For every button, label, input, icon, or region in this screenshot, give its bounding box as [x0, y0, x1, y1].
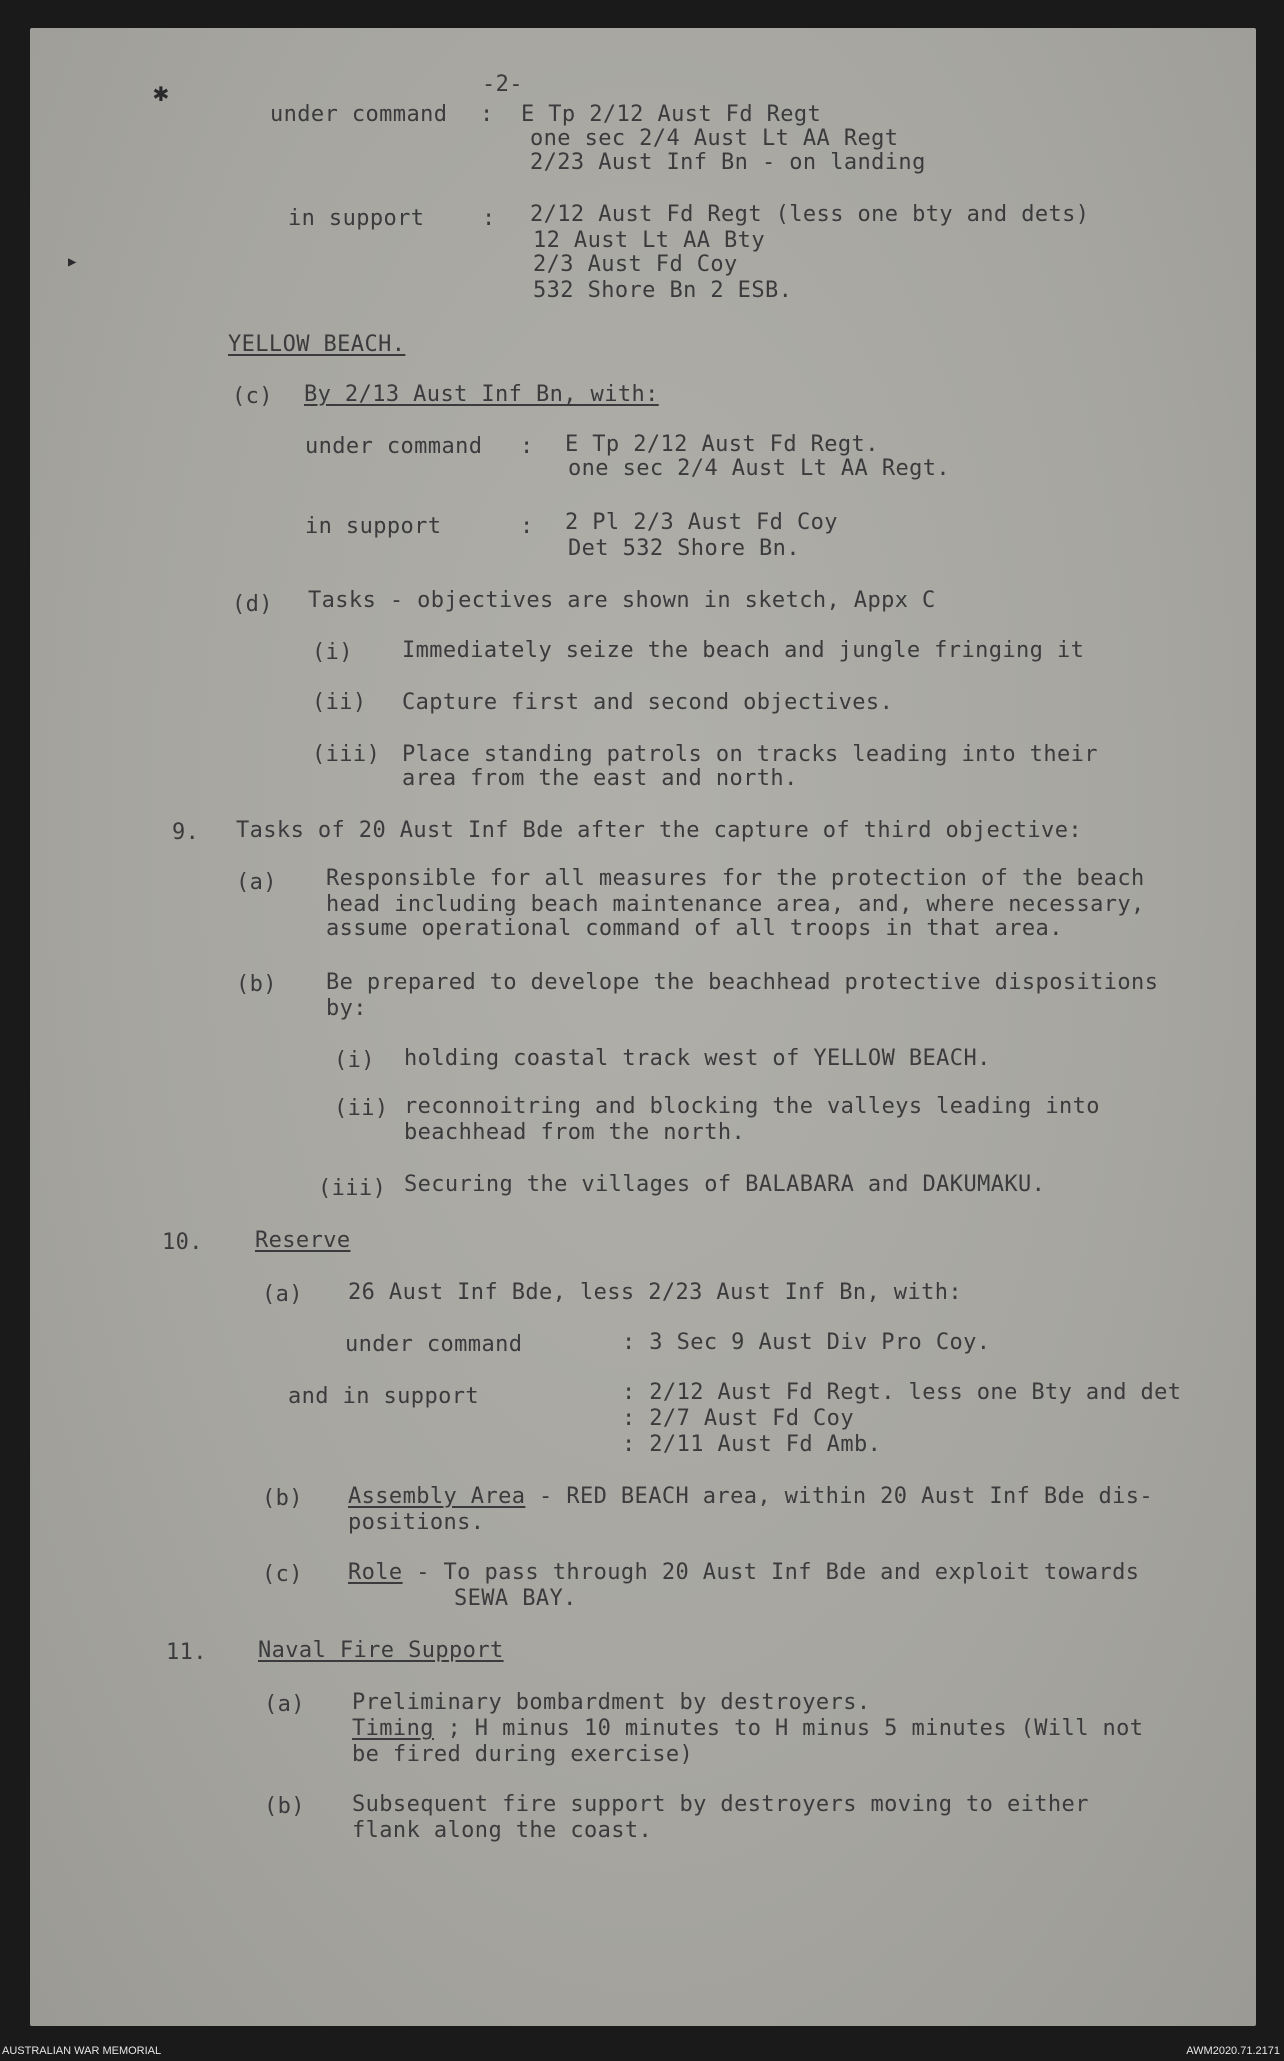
under-command-label: under command — [345, 1332, 523, 1357]
task-number: (i) — [312, 640, 353, 665]
in-support-line: : 2/7 Aust Fd Coy — [622, 1406, 854, 1431]
task-text: Place standing patrols on tracks leading into their — [402, 742, 1098, 767]
in-support-line: 2 Pl 2/3 Aust Fd Coy — [565, 510, 838, 535]
in-support-line: 12 Aust Lt AA Bty — [533, 228, 765, 253]
under-command-line: E Tp 2/12 Aust Fd Regt. — [565, 432, 879, 457]
timing-text: ; H minus 10 minutes to H minus 5 minutes (Will not — [433, 1716, 1144, 1741]
item-number: (ii) — [334, 1096, 389, 1121]
para-number: 9. — [172, 820, 200, 845]
item-number: (i) — [334, 1048, 375, 1073]
para-label: (d) — [232, 592, 273, 617]
task-text: Immediately seize the beach and jungle fringing it — [402, 638, 1085, 663]
para-text — [348, 1560, 1139, 1585]
under-command-label: under command — [270, 102, 448, 127]
item-text: holding coastal track west of YELLOW BEACH. — [404, 1046, 991, 1071]
para-text-rest: - To pass through 20 Aust Inf Bde and exploit towards — [402, 1560, 1140, 1585]
task-number: (iii) — [312, 742, 381, 767]
under-command-label: under command — [305, 434, 483, 459]
task-number: (ii) — [312, 690, 367, 715]
para-line: be fired during exercise) — [352, 1742, 694, 1767]
para-line: positions. — [348, 1510, 485, 1535]
under-command-line: one sec 2/4 Aust Lt AA Regt — [530, 126, 899, 151]
para-label: (a) — [262, 1282, 303, 1307]
item-number: (iii) — [318, 1176, 387, 1201]
in-support-line: 2/12 Aust Fd Regt (less one bty and dets) — [530, 202, 1090, 227]
page-number: -2- — [482, 72, 523, 97]
in-support-line: Det 532 Shore Bn. — [568, 536, 800, 561]
para-text-rest: - RED BEACH area, within 20 Aust Inf Bde dis- — [525, 1484, 1154, 1509]
footer-reference: AWM2020.71.2171 — [1186, 2045, 1280, 2057]
in-support-label: and in support — [288, 1384, 480, 1409]
para-text — [348, 1484, 1153, 1509]
in-support-line: 532 Shore Bn 2 ESB. — [533, 278, 793, 303]
para-line: by: — [326, 996, 367, 1021]
para-title: Assembly Area — [348, 1484, 526, 1509]
para-label: (a) — [236, 870, 277, 895]
para-text: By 2/13 Aust Inf Bn, with: — [304, 382, 659, 407]
footer-credit: AUSTRALIAN WAR MEMORIAL — [2, 2045, 162, 2057]
para-text: Tasks - objectives are shown in sketch, Appx C — [308, 588, 936, 613]
para-text: 26 Aust Inf Bde, less 2/23 Aust Inf Bn, with: — [348, 1280, 963, 1305]
arrow-mark: ▶ — [68, 254, 77, 270]
para-label: (c) — [262, 1562, 303, 1587]
para-line: Responsible for all measures for the protection of the beach — [326, 866, 1145, 891]
para-label: (a) — [264, 1692, 305, 1717]
in-support-label: in support — [305, 514, 442, 539]
task-text: Capture first and second objectives. — [402, 690, 894, 715]
colon: : — [520, 514, 534, 539]
para-text: Tasks of 20 Aust Inf Bde after the capture of third objective: — [236, 818, 1082, 843]
colon: : — [480, 102, 494, 127]
para-label: (b) — [262, 1486, 303, 1511]
para-label: (b) — [264, 1794, 305, 1819]
ink-blot: ✱ — [153, 78, 169, 108]
in-support-label: in support — [288, 206, 425, 231]
para-label: (b) — [236, 972, 277, 997]
para-line: assume operational command of all troops in that area. — [326, 916, 1063, 941]
section-heading: YELLOW BEACH. — [228, 332, 406, 357]
section-heading: Reserve — [255, 1228, 351, 1253]
timing-label: Timing — [352, 1716, 434, 1741]
para-number: 10. — [162, 1230, 203, 1255]
task-text: area from the east and north. — [402, 766, 798, 791]
under-command-value: : 3 Sec 9 Aust Div Pro Coy. — [622, 1330, 991, 1355]
item-text: reconnoitring and blocking the valleys leading into — [404, 1094, 1100, 1119]
para-line: Preliminary bombardment by destroyers. — [352, 1690, 871, 1715]
para-label: (c) — [232, 384, 273, 409]
section-heading: Naval Fire Support — [258, 1638, 504, 1663]
colon: : — [482, 206, 496, 231]
under-command-line: one sec 2/4 Aust Lt AA Regt. — [568, 456, 951, 481]
in-support-line: : 2/12 Aust Fd Regt. less one Bty and det — [622, 1380, 1182, 1405]
para-number: 11. — [166, 1640, 207, 1665]
para-line: SEWA BAY. — [454, 1586, 577, 1611]
colon: : — [520, 434, 534, 459]
under-command-line: 2/23 Aust Inf Bn - on landing — [530, 150, 926, 175]
in-support-line: 2/3 Aust Fd Coy — [533, 252, 738, 277]
under-command-line: E Tp 2/12 Aust Fd Regt — [521, 102, 822, 127]
para-line — [352, 1716, 1143, 1741]
para-line: head including beach maintenance area, and, where necessary, — [326, 892, 1145, 917]
para-title: Role — [348, 1560, 403, 1585]
item-text: Securing the villages of BALABARA and DAKUMAKU. — [404, 1172, 1046, 1197]
para-line: Subsequent fire support by destroyers moving to either — [352, 1792, 1089, 1817]
in-support-line: : 2/11 Aust Fd Amb. — [622, 1432, 882, 1457]
para-line: Be prepared to develope the beachhead protective dispositions — [326, 970, 1159, 995]
para-line: flank along the coast. — [352, 1818, 653, 1843]
item-text: beachhead from the north. — [404, 1120, 746, 1145]
